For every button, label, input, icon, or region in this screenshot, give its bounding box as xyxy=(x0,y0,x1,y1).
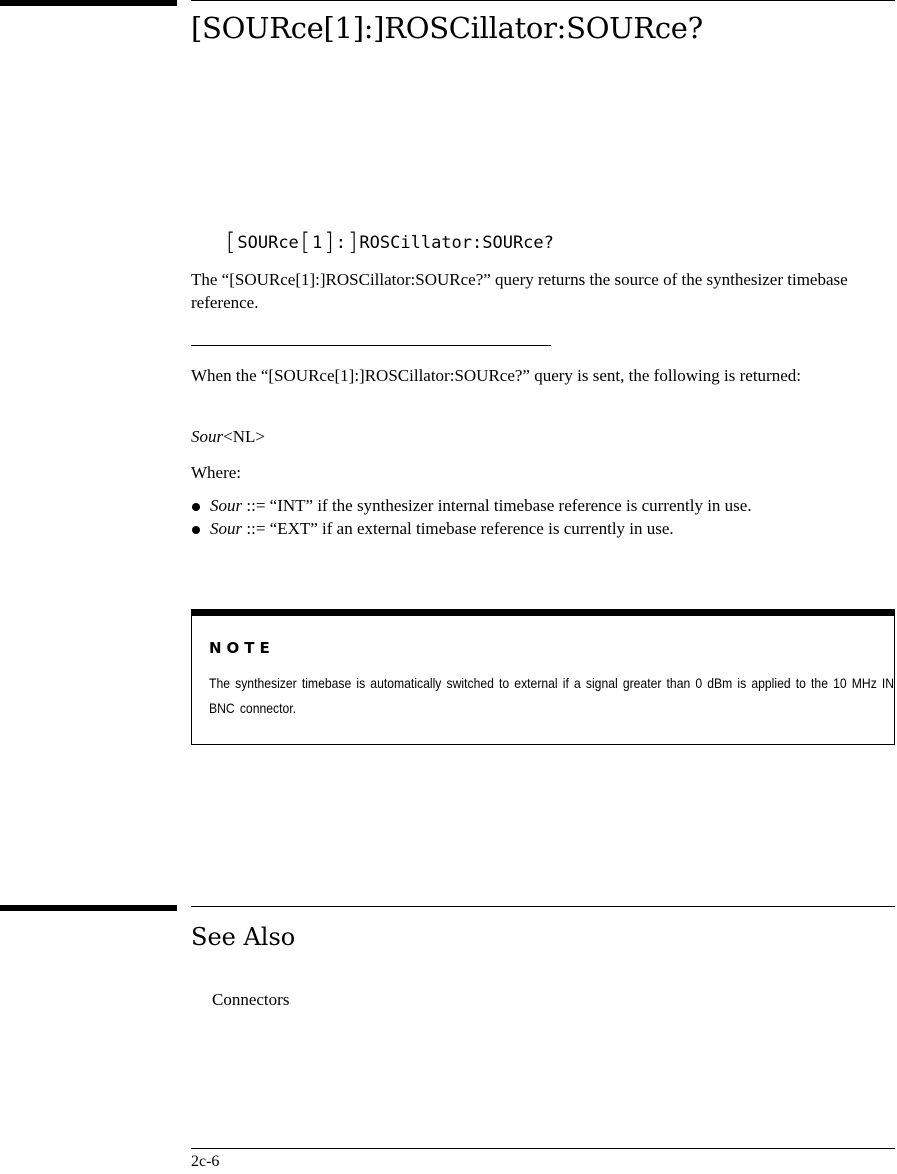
syntax-keyword-source: SOURce xyxy=(237,233,299,253)
syntax-keyword-rosc: ROSCillator:SOURce? xyxy=(359,233,554,253)
page-number: 2c-6 xyxy=(191,1153,220,1170)
see-also-title: See Also xyxy=(191,923,296,951)
return-format xyxy=(191,425,265,448)
section-rule-right xyxy=(191,906,895,907)
note-heading: NOTE xyxy=(209,639,275,657)
syntax-bracket-close-inner: ] xyxy=(324,228,334,256)
sour-suffix: <NL> xyxy=(223,427,265,446)
bullet-text: ::= “INT” if the synthesizer internal timebase reference is currently in use. xyxy=(242,496,752,515)
see-also-link-connectors[interactable]: Connectors xyxy=(212,990,290,1009)
sour-variable: Sour xyxy=(191,427,224,446)
bullet-icon xyxy=(192,503,200,511)
list-item xyxy=(191,494,891,517)
syntax-bracket-close: ] xyxy=(348,228,358,256)
section-rule-left xyxy=(0,0,177,6)
note-body: The synthesizer timebase is automatically switched to external if a signal greater than 0 dBm is applied to the 10 MHz IN BNC connector. xyxy=(209,675,895,716)
section-rule-right xyxy=(191,0,895,1)
page-title: [SOURce[1]:]ROSCillator:SOURce? xyxy=(191,11,703,45)
list-item xyxy=(191,517,891,540)
syntax-bracket-open-inner: [ xyxy=(300,228,311,256)
subsection-rule xyxy=(191,345,551,346)
syntax-colon: : xyxy=(335,233,347,253)
note-box xyxy=(191,609,895,745)
bullet-icon xyxy=(192,526,200,534)
bullet-text: ::= “EXT” if an external timebase reference is currently in use. xyxy=(242,519,674,538)
bullet-var: Sour xyxy=(210,496,243,515)
syntax-suffix: 1 xyxy=(312,233,323,253)
footer-rule xyxy=(191,1148,895,1149)
returned-text: When the “[SOURce[1]:]ROSCillator:SOURce?” query is sent, the following is returned: xyxy=(191,366,801,385)
syntax-diagram xyxy=(224,230,554,256)
syntax-bracket-open: [ xyxy=(226,228,236,256)
description-text: The “[SOURce[1]:]ROSCillator:SOURce?” query returns the source of the synthesizer timebase reference. xyxy=(191,270,848,312)
bullet-var: Sour xyxy=(210,519,243,538)
return-values-list xyxy=(191,494,891,540)
where-label: Where: xyxy=(191,463,242,482)
section-rule-left xyxy=(0,905,177,911)
